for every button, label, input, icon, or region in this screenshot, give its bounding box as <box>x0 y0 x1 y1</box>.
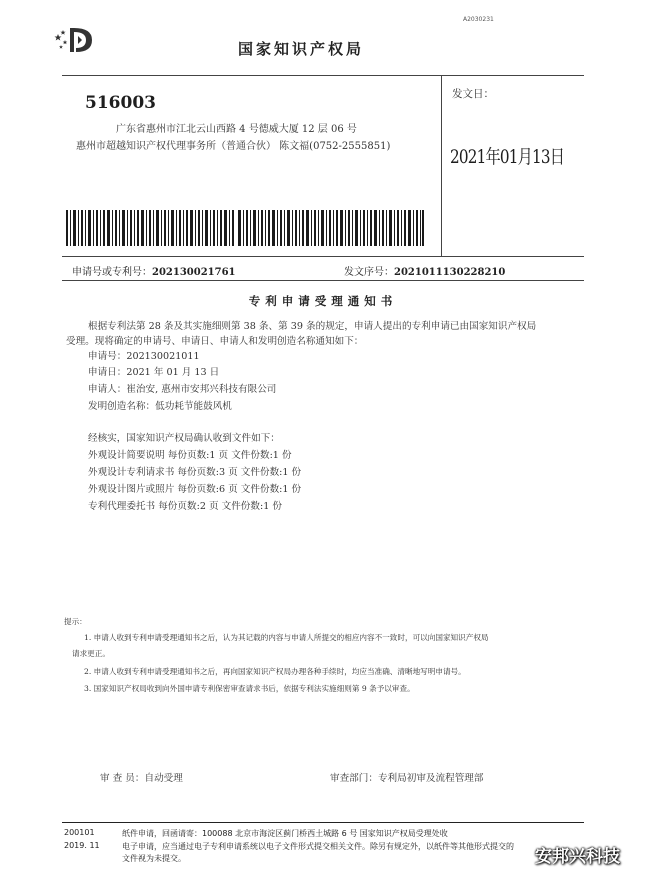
note-2: 2. 申请人收到专利申请受理通知书之后，再向国家知识产权局办理各种手续时，均应当准确、清晰地写明申请号。 <box>84 667 466 676</box>
barcode-icon <box>66 210 424 246</box>
serial-number-value: 2021011130228210 <box>394 267 506 278</box>
file-list-item: 专利代理委托书 每份页数:2 页 文件份数:1 份 <box>88 501 282 512</box>
footer-text-1: 纸件申请，回函请寄：100088 北京市海淀区蓟门桥西土城路 6 号 国家知识产权局受理处收 <box>122 829 448 838</box>
footer-code-2: 2019. 11 <box>64 841 100 850</box>
applicant-line: 申请人：崔治安, 惠州市安邦兴科技有限公司 <box>88 384 277 395</box>
application-number-line: 申请号：202130021011 <box>88 351 200 362</box>
application-number-value: 202130021761 <box>152 267 236 278</box>
file-list-item: 外观设计图片或照片 每份页数:6 页 文件份数:1 份 <box>88 484 302 495</box>
notice-title: 专利申请受理通知书 <box>248 294 398 308</box>
document-id: A2030231 <box>463 16 494 23</box>
note-1: 1. 申请人收到专利申请受理通知书之后，认为其记载的内容与申请人所提交的相应内容不一致时，可以向国家知识产权局 <box>84 633 489 642</box>
file-list-item: 外观设计简要说明 每份页数:1 页 文件份数:1 份 <box>88 450 292 461</box>
body-paragraph-line-1: 根据专利法第 28 条及其实施细则第 38 条、第 39 条的规定，申请人提出的专利申请已由国家知识产权局 <box>88 321 537 332</box>
serial-number-field <box>344 263 505 278</box>
application-date-line: 申请日：2021 年 01 月 13 日 <box>88 367 220 378</box>
application-number-label: 申请号或专利号： <box>72 267 152 278</box>
address-line-2: 惠州市超越知识产权代理事务所（普通合伙） 陈文福(0752-2555851) <box>76 141 391 152</box>
note-1-continued: 请求更正。 <box>72 649 110 658</box>
body-paragraph-line-2: 受理。现将确定的申请号、申请日、申请人和发明创造名称通知如下： <box>66 336 364 347</box>
examiner: 审 查 员：自动受理 <box>100 773 183 784</box>
file-list-item: 外观设计专利请求书 每份页数:3 页 文件份数:1 份 <box>88 467 302 478</box>
watermark: 安邦兴科技 <box>535 847 620 867</box>
footer-text-3: 文件视为未提交。 <box>122 854 186 863</box>
serial-number-label: 发文序号： <box>344 267 394 278</box>
invention-name-line: 发明创造名称：低功耗节能鼓风机 <box>88 401 232 412</box>
header-mid-rule <box>62 256 584 257</box>
title-top-rule <box>62 280 584 281</box>
issue-date: 2021年01月13日 <box>450 146 565 168</box>
header-vertical-rule <box>441 76 442 256</box>
footer-text-2: 电子申请，应当通过电子专利申请系统以电子文件形式提交相关文件。除另有规定外，以纸件等其他形式提交的 <box>122 842 514 851</box>
examination-department: 审查部门：专利局初审及流程管理部 <box>330 773 484 784</box>
verification-line: 经核实，国家知识产权局确认收到文件如下： <box>88 433 280 444</box>
address-line-1: 广东省惠州市江北云山西路 4 号德威大厦 12 层 06 号 <box>116 124 357 135</box>
issue-date-label: 发文日： <box>452 88 494 100</box>
footer-rule <box>62 822 584 823</box>
postcode: 516003 <box>85 93 156 113</box>
office-name: 国家知识产权局 <box>238 40 365 58</box>
notes-title: 提示： <box>64 617 87 626</box>
header-top-rule <box>62 75 584 76</box>
footer-code-1: 200101 <box>64 828 95 837</box>
cnipa-logo-icon <box>52 22 102 56</box>
application-number-field <box>72 263 236 278</box>
note-3: 3. 国家知识产权局收到向外国申请专利保密审查请求书后，依据专利法实施细则第 9 条予以审查。 <box>84 684 415 693</box>
